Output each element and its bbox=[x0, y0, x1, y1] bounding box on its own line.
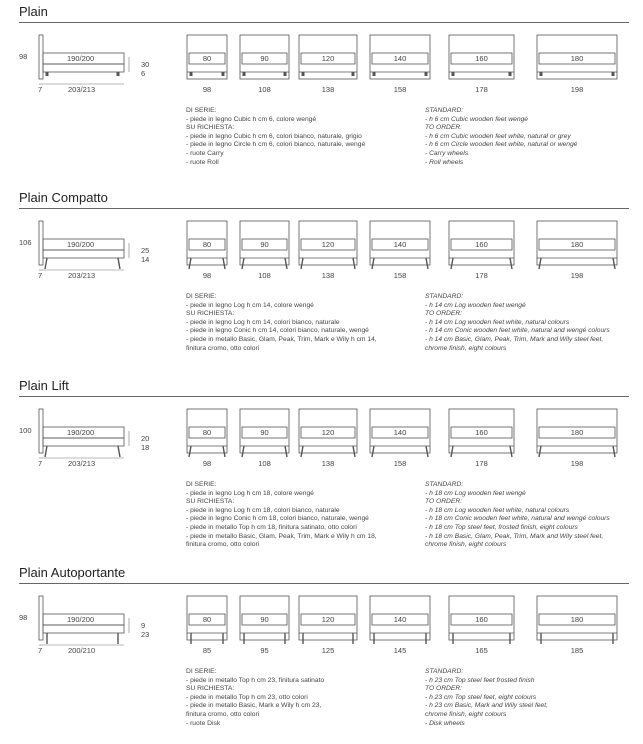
note-line: - h 14 cm Conic wooden feet white, natural and wengé colours bbox=[425, 327, 610, 335]
product-section bbox=[0, 0, 643, 183]
bed-width-label: 145 bbox=[393, 646, 407, 655]
note-line: - piede in metallo Basic, Glam, Peak, Trim, Mark e Wily h cm 14, bbox=[186, 335, 377, 343]
mattress-width-label: 80 bbox=[202, 428, 212, 437]
product-section bbox=[0, 186, 643, 369]
bed-width-label: 178 bbox=[475, 459, 488, 468]
note-line: DI SERIE: bbox=[186, 107, 217, 114]
mattress-width-label: 160 bbox=[475, 240, 488, 249]
mattress-width-label: 80 bbox=[202, 615, 212, 624]
bed-width-label: 178 bbox=[475, 271, 488, 280]
note-line: - h 23 cm Top steel feet, eight colours bbox=[425, 693, 537, 701]
side-length-label: 203/213 bbox=[68, 459, 96, 468]
bed-width-label: 108 bbox=[258, 85, 271, 94]
note-line: - h 14 cm Log wooden feet wengé bbox=[425, 301, 526, 309]
note-line: - h 18 cm Log wooden feet wengé bbox=[425, 489, 526, 497]
note-line: - ruote Disk bbox=[186, 719, 221, 727]
note-line: chrome finish, eight colours bbox=[425, 710, 507, 718]
note-line: - h 18 cm Basic, Glam, Peak, Trim, Mark and Wily steel feet, bbox=[425, 532, 604, 540]
note-line: - h 18 cm Top steel feet, frosted finish, eight colours bbox=[425, 523, 578, 531]
note-line: - ruote Carry bbox=[186, 149, 224, 157]
side-depth-label: 7 bbox=[38, 271, 43, 280]
bed-width-label: 198 bbox=[570, 271, 584, 280]
bed-width-label: 185 bbox=[570, 646, 584, 655]
foot-shape bbox=[451, 258, 453, 269]
note-line: - piede in legno Log h cm 14, colore wengé bbox=[186, 301, 314, 309]
bed-width-label: 138 bbox=[321, 85, 335, 94]
note-line: finitura cromo, otto colori bbox=[186, 710, 260, 718]
bed-width-label: 165 bbox=[475, 646, 488, 655]
note-line: - piede in legno Log h cm 18, colore wengé bbox=[186, 489, 314, 497]
mattress-width-label: 120 bbox=[321, 54, 335, 63]
bed-width-label: 158 bbox=[393, 271, 407, 280]
note-line: chrome finish, eight colours bbox=[425, 541, 507, 549]
english-notes bbox=[425, 481, 610, 550]
side-height-label: 98 bbox=[19, 613, 28, 622]
foot-shape bbox=[372, 258, 374, 269]
note-line: STANDARD: bbox=[425, 293, 464, 300]
foot-shape bbox=[301, 258, 303, 269]
note-line: - h 18 cm Log wooden feet white, natural colours bbox=[425, 506, 570, 514]
side-length-label: 203/213 bbox=[68, 271, 96, 280]
english-notes bbox=[425, 107, 577, 167]
side-depth-label: 7 bbox=[38, 646, 43, 655]
foot-shape bbox=[510, 258, 512, 269]
note-line: - piede in metallo Basic, Mark e Wily h cm 23, bbox=[186, 702, 322, 710]
note-line: TO ORDER: bbox=[425, 498, 463, 506]
side-depth-label: 7 bbox=[38, 85, 43, 94]
bed-width-label: 178 bbox=[475, 85, 488, 94]
bed-width-label: 138 bbox=[321, 459, 335, 468]
note-line: DI SERIE: bbox=[186, 668, 217, 675]
bed-width-label: 198 bbox=[570, 459, 584, 468]
side-h1-label: 30 bbox=[141, 60, 150, 69]
foot-shape bbox=[118, 258, 120, 269]
foot-shape bbox=[613, 446, 615, 457]
note-line: - h 23 cm Top steel feet frosted finish bbox=[425, 676, 535, 684]
note-line: STANDARD: bbox=[425, 668, 464, 675]
side-h1-label: 20 bbox=[141, 434, 150, 443]
bed-width-label: 108 bbox=[258, 271, 271, 280]
side-mattress-label: 190/200 bbox=[67, 54, 95, 63]
note-line: - piede in legno Log h cm 14, colori bianco, naturale bbox=[186, 318, 340, 326]
foot-shape bbox=[510, 446, 512, 457]
foot-shape bbox=[285, 258, 287, 269]
side-mattress-label: 190/200 bbox=[67, 240, 95, 249]
italian-notes bbox=[186, 668, 324, 728]
side-h2-label: 23 bbox=[141, 630, 150, 639]
bed-width-label: 125 bbox=[321, 646, 335, 655]
foot-shape bbox=[118, 446, 120, 457]
side-h2-label: 14 bbox=[141, 255, 150, 264]
side-h2-label: 18 bbox=[141, 443, 150, 452]
note-line: TO ORDER: bbox=[425, 685, 463, 693]
foot-shape bbox=[242, 446, 244, 457]
foot-shape bbox=[223, 258, 225, 269]
foot-shape bbox=[189, 446, 191, 457]
section-title: Plain Lift bbox=[19, 378, 69, 393]
product-section bbox=[0, 374, 643, 557]
bed-width-label: 95 bbox=[260, 646, 269, 655]
section-title: Plain bbox=[19, 4, 48, 19]
bed-width-label: 138 bbox=[321, 271, 335, 280]
side-length-label: 200/210 bbox=[68, 646, 96, 655]
italian-notes bbox=[186, 293, 377, 353]
mattress-width-label: 90 bbox=[260, 240, 269, 249]
bed-width-label: 158 bbox=[393, 85, 407, 94]
note-line: STANDARD: bbox=[425, 481, 464, 488]
mattress-width-label: 160 bbox=[475, 428, 488, 437]
note-line: - piede in legno Log h cm 18, colori bianco, naturale bbox=[186, 506, 340, 514]
mattress-width-label: 140 bbox=[393, 428, 407, 437]
note-line: - piede in legno Conic h cm 18, colori bianco, naturale, wengé bbox=[186, 515, 369, 523]
headboard-shape bbox=[39, 35, 43, 79]
side-height-label: 100 bbox=[19, 426, 32, 435]
foot-shape bbox=[451, 446, 453, 457]
mattress-width-label: 80 bbox=[202, 54, 212, 63]
note-line: finitura cromo, otto colori bbox=[186, 344, 260, 352]
bed-width-label: 198 bbox=[570, 85, 584, 94]
note-line: SU RICHIESTA: bbox=[186, 310, 235, 318]
mattress-width-label: 120 bbox=[321, 428, 335, 437]
foot-shape bbox=[426, 446, 428, 457]
foot-shape bbox=[285, 446, 287, 457]
note-line: - piede in legno Circle h cm 6, colori bianco, naturale, wengé bbox=[186, 141, 366, 149]
note-line: - piede in metallo Top h cm 23, otto colori bbox=[186, 693, 308, 701]
section-title: Plain Autoportante bbox=[19, 565, 126, 580]
mattress-width-label: 120 bbox=[321, 615, 335, 624]
side-height-label: 98 bbox=[19, 52, 28, 61]
foot-shape bbox=[242, 258, 244, 269]
english-notes bbox=[425, 668, 548, 728]
note-line: chrome finish, eight colours bbox=[425, 344, 507, 352]
bed-base-shape bbox=[43, 438, 124, 446]
note-line: finitura cromo, otto colori bbox=[186, 541, 260, 549]
italian-notes bbox=[186, 481, 377, 550]
section-title: Plain Compatto bbox=[19, 190, 108, 205]
note-line: TO ORDER: bbox=[425, 124, 463, 132]
note-line: SU RICHIESTA: bbox=[186, 498, 235, 506]
note-line: - piede in legno Conic h cm 14, colori bianco, naturale, wengé bbox=[186, 327, 369, 335]
mattress-width-label: 120 bbox=[321, 240, 335, 249]
note-line: - piede in legno Cubic h cm 6, colore wengé bbox=[186, 115, 317, 123]
bed-base-shape bbox=[43, 625, 124, 633]
bed-base-shape bbox=[43, 64, 124, 72]
note-line: - Disk wheels bbox=[425, 719, 465, 727]
foot-shape bbox=[301, 446, 303, 457]
side-mattress-label: 190/200 bbox=[67, 428, 95, 437]
mattress-width-label: 140 bbox=[393, 615, 407, 624]
product-section bbox=[0, 561, 643, 744]
note-line: - h 6 cm Cubic wooden feet white, natural or grey bbox=[425, 132, 571, 140]
bed-base-shape bbox=[43, 250, 124, 258]
foot-shape bbox=[539, 446, 541, 457]
note-line: - h 18 cm Conic wooden feet white, natural and wengé colours bbox=[425, 515, 610, 523]
mattress-width-label: 180 bbox=[570, 428, 584, 437]
note-line: SU RICHIESTA: bbox=[186, 685, 235, 693]
side-h1-label: 9 bbox=[141, 621, 146, 630]
foot-shape bbox=[353, 258, 355, 269]
headboard-shape bbox=[39, 409, 43, 453]
bed-width-label: 85 bbox=[202, 646, 212, 655]
headboard-shape bbox=[39, 221, 43, 265]
note-line: - piede in metallo Basic, Glam, Peak, Trim, Mark e Wily h cm 18, bbox=[186, 532, 377, 540]
foot-shape bbox=[372, 446, 374, 457]
bed-width-label: 98 bbox=[202, 271, 212, 280]
side-height-label: 106 bbox=[19, 238, 32, 247]
note-line: - h 14 cm Basic, Glam, Peak, Trim, Mark and Wily steel feet, bbox=[425, 335, 604, 343]
mattress-width-label: 90 bbox=[260, 54, 269, 63]
mattress-width-label: 180 bbox=[570, 615, 584, 624]
side-h1-label: 25 bbox=[141, 246, 150, 255]
mattress-width-label: 140 bbox=[393, 54, 407, 63]
foot-shape bbox=[189, 258, 191, 269]
note-line: STANDARD: bbox=[425, 107, 464, 114]
mattress-width-label: 180 bbox=[570, 240, 584, 249]
mattress-width-label: 160 bbox=[475, 54, 488, 63]
foot-shape bbox=[539, 258, 541, 269]
bed-width-label: 158 bbox=[393, 459, 407, 468]
side-depth-label: 7 bbox=[38, 459, 43, 468]
foot-shape bbox=[45, 446, 47, 457]
foot-shape bbox=[353, 446, 355, 457]
bed-width-label: 98 bbox=[202, 459, 212, 468]
mattress-width-label: 140 bbox=[393, 240, 407, 249]
foot-shape bbox=[45, 258, 47, 269]
note-line: - Carry wheels bbox=[425, 149, 469, 157]
note-line: - h 23 cm Basic, Mark and Wily steel feet, bbox=[425, 702, 548, 710]
note-line: - h 6 cm Cubic wooden feet wengé bbox=[425, 115, 528, 123]
note-line: - h 14 cm Log wooden feet white, natural colours bbox=[425, 318, 570, 326]
mattress-width-label: 160 bbox=[475, 615, 488, 624]
italian-notes bbox=[186, 107, 365, 167]
note-line: SU RICHIESTA: bbox=[186, 124, 235, 132]
note-line: DI SERIE: bbox=[186, 293, 217, 300]
note-line: TO ORDER: bbox=[425, 310, 463, 318]
note-line: - piede in metallo Top h cm 23, finitura satinato bbox=[186, 676, 325, 684]
note-line: - ruote Roll bbox=[186, 158, 219, 166]
note-line: - h 6 cm Circle wooden feet white, natural or wengé bbox=[425, 141, 578, 149]
side-mattress-label: 190/200 bbox=[67, 615, 95, 624]
mattress-width-label: 80 bbox=[202, 240, 212, 249]
bed-width-label: 98 bbox=[202, 85, 212, 94]
mattress-width-label: 180 bbox=[570, 54, 584, 63]
bed-width-label: 108 bbox=[258, 459, 271, 468]
foot-shape bbox=[223, 446, 225, 457]
side-length-label: 203/213 bbox=[68, 85, 96, 94]
note-line: - piede in metallo Top h cm 18, finitura satinato, otto colori bbox=[186, 523, 357, 531]
headboard-shape bbox=[39, 596, 43, 640]
mattress-width-label: 90 bbox=[260, 615, 269, 624]
mattress-width-label: 90 bbox=[260, 428, 269, 437]
side-h2-label: 6 bbox=[141, 69, 146, 78]
english-notes bbox=[425, 293, 610, 353]
foot-shape bbox=[426, 258, 428, 269]
foot-shape bbox=[613, 258, 615, 269]
note-line: - Roll wheels bbox=[425, 158, 464, 166]
note-line: DI SERIE: bbox=[186, 481, 217, 488]
note-line: - piede in legno Cubic h cm 6, colori bianco, naturale, grigio bbox=[186, 132, 362, 140]
